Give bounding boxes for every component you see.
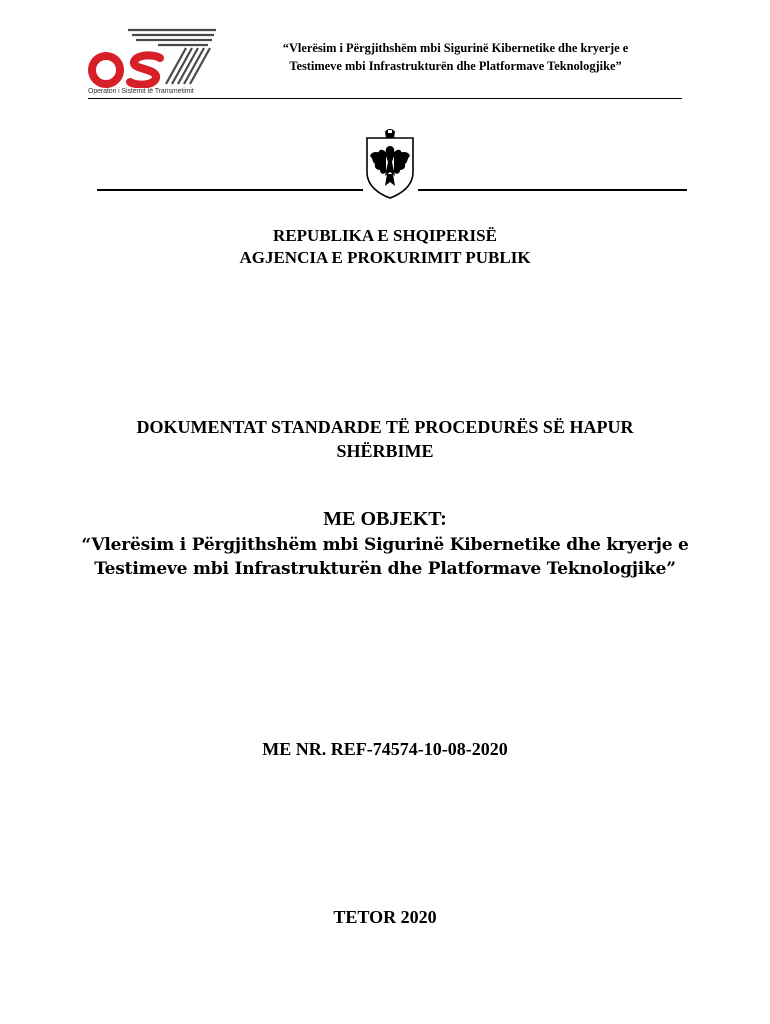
object-title-line: “Vlerësim i Përgjithshëm mbi Sigurinë Kibernetike dhe kryerje e — [81, 535, 689, 555]
authority-line: AGJENCIA E PROKURIMIT PUBLIK — [239, 248, 531, 267]
header-title-line: “Vlerësim i Përgjithshëm mbi Sigurinë Kibernetike dhe kryerje e — [282, 41, 629, 55]
header-title — [228, 39, 683, 75]
document-date: TETOR 2020 — [333, 907, 437, 927]
document-type-line: SHËRBIME — [336, 441, 434, 461]
emblem-rule-right — [418, 189, 687, 191]
albanian-coat-of-arms-icon — [361, 128, 419, 200]
object-label: ME OBJEKT: — [323, 508, 447, 530]
ost-logo — [88, 28, 218, 100]
authority-heading — [80, 225, 690, 269]
ost-logo-mark-icon — [88, 28, 218, 88]
authority-line: REPUBLIKA E SHQIPERISË — [273, 226, 497, 245]
document-type-line: DOKUMENTAT STANDARDE TË PROCEDURËS SË HAPUR — [136, 417, 634, 437]
header-title-line: Testimeve mbi Infrastrukturën dhe Platformave Teknologjike” — [289, 59, 622, 73]
header-divider — [88, 98, 682, 99]
document-type-heading — [80, 415, 690, 463]
emblem-rule-left — [97, 189, 363, 191]
reference-number: ME NR. REF-74574-10-08-2020 — [262, 739, 508, 759]
object-title — [80, 533, 690, 581]
object-title-line: Testimeve mbi Infrastrukturën dhe Platformave Teknologjike” — [94, 559, 676, 579]
logo-caption: Operatori i Sistemit të Transmetimit — [88, 88, 194, 95]
